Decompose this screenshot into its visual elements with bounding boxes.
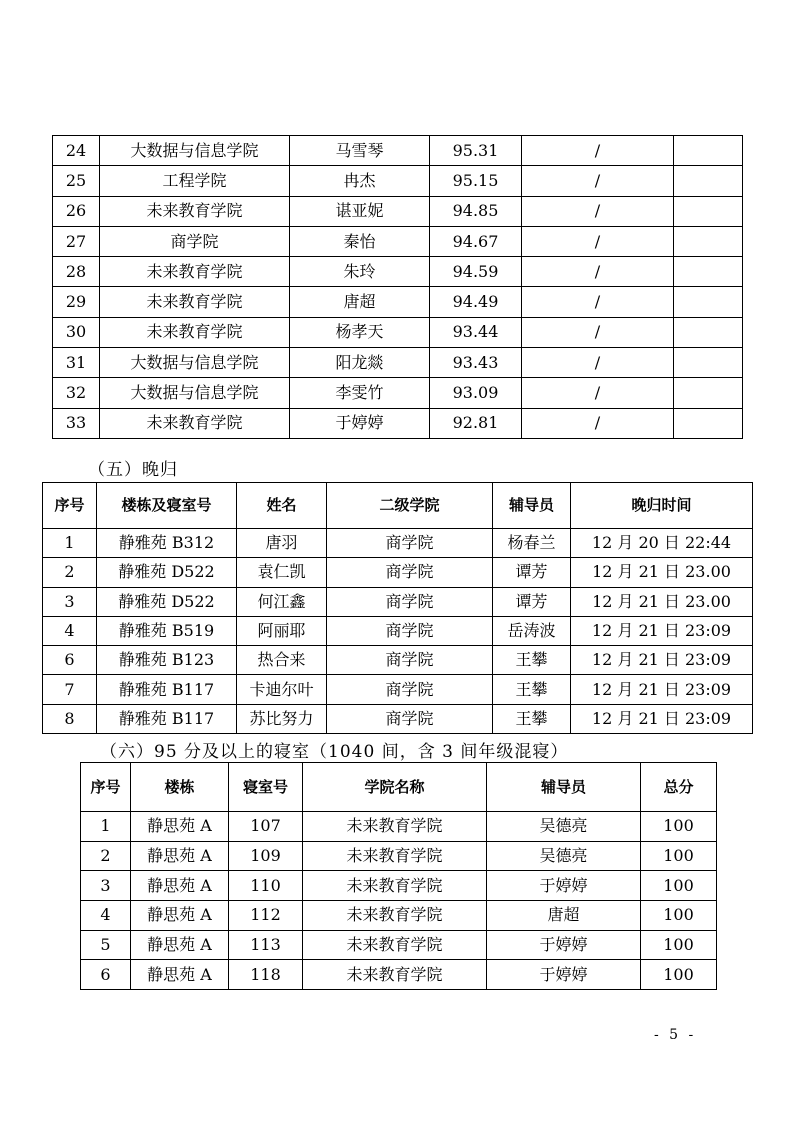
header-counselor: 辅导员: [487, 763, 641, 812]
table-row: [81, 841, 717, 871]
cell-name: 苏比努力: [237, 704, 327, 733]
cell-counselor: 于婷婷: [487, 871, 641, 901]
cell-no: 25: [53, 166, 100, 196]
cell-college: 未来教育学院: [303, 812, 487, 842]
cell-no: 6: [43, 646, 97, 675]
table-row: [53, 378, 743, 408]
cell-name: 唐羽: [237, 529, 327, 558]
cell-college: 商学院: [327, 529, 493, 558]
cell-no: 5: [81, 930, 131, 960]
cell-room: 110: [229, 871, 303, 901]
cell-room: 静雅苑 D522: [97, 587, 237, 616]
cell-name: 热合来: [237, 646, 327, 675]
cell-extra: [674, 287, 743, 317]
cell-room: 静雅苑 B117: [97, 675, 237, 704]
table-row: [53, 257, 743, 287]
table-row: [43, 558, 753, 587]
table-row: [53, 348, 743, 378]
cell-score: 95.15: [430, 166, 522, 196]
cell-no: 33: [53, 408, 100, 438]
cell-extra: [674, 408, 743, 438]
header-college: 二级学院: [327, 483, 493, 529]
header-row: [81, 763, 717, 812]
table-row: [81, 960, 717, 990]
table-row: [53, 317, 743, 347]
continued-ranking-body: [53, 136, 743, 439]
header-no: 序号: [43, 483, 97, 529]
cell-no: 8: [43, 704, 97, 733]
cell-score: 93.44: [430, 317, 522, 347]
cell-extra: [674, 317, 743, 347]
cell-name: 阿丽耶: [237, 616, 327, 645]
cell-score: 93.43: [430, 348, 522, 378]
cell-time: 12 月 21 日 23:09: [571, 704, 753, 733]
cell-college: 未来教育学院: [303, 841, 487, 871]
cell-name: 卡迪尔叶: [237, 675, 327, 704]
cell-extra: [674, 257, 743, 287]
cell-mark: /: [522, 408, 674, 438]
cell-counselor: 王攀: [493, 704, 571, 733]
cell-room: 112: [229, 901, 303, 931]
page-number: - 5 -: [654, 1027, 697, 1043]
header-time: 晚归时间: [571, 483, 753, 529]
cell-score: 93.09: [430, 378, 522, 408]
section-heading-late-return: （五）晚归: [88, 460, 178, 480]
cell-college: 未来教育学院: [303, 901, 487, 931]
late-return-header: [43, 483, 753, 529]
cell-no: 4: [43, 616, 97, 645]
cell-college: 未来教育学院: [100, 196, 290, 226]
cell-name: 谌亚妮: [290, 196, 430, 226]
cell-building: 静思苑 A: [131, 841, 229, 871]
continued-ranking-table: [52, 135, 743, 439]
cell-no: 6: [81, 960, 131, 990]
cell-building: 静思苑 A: [131, 901, 229, 931]
cell-college: 大数据与信息学院: [100, 348, 290, 378]
cell-college: 工程学院: [100, 166, 290, 196]
cell-room: 静雅苑 B312: [97, 529, 237, 558]
cell-mark: /: [522, 226, 674, 256]
top-dorms-table: [80, 762, 717, 990]
cell-building: 静思苑 A: [131, 960, 229, 990]
header-name: 姓名: [237, 483, 327, 529]
cell-name: 秦怡: [290, 226, 430, 256]
cell-no: 3: [43, 587, 97, 616]
cell-mark: /: [522, 287, 674, 317]
cell-time: 12 月 21 日 23:09: [571, 646, 753, 675]
cell-college: 商学院: [327, 675, 493, 704]
table-row: [53, 226, 743, 256]
cell-counselor: 唐超: [487, 901, 641, 931]
cell-counselor: 于婷婷: [487, 960, 641, 990]
cell-college: 大数据与信息学院: [100, 136, 290, 166]
cell-time: 12 月 21 日 23.00: [571, 587, 753, 616]
cell-time: 12 月 21 日 23:09: [571, 616, 753, 645]
cell-counselor: 杨春兰: [493, 529, 571, 558]
cell-no: 1: [81, 812, 131, 842]
header-no: 序号: [81, 763, 131, 812]
late-return-table: [42, 482, 753, 734]
table-row: [81, 901, 717, 931]
cell-name: 冉杰: [290, 166, 430, 196]
cell-score: 100: [641, 901, 717, 931]
header-row: [43, 483, 753, 529]
cell-extra: [674, 348, 743, 378]
cell-name: 杨孝天: [290, 317, 430, 347]
header-college: 学院名称: [303, 763, 487, 812]
cell-counselor: 谭芳: [493, 558, 571, 587]
cell-room: 107: [229, 812, 303, 842]
cell-name: 阳龙燚: [290, 348, 430, 378]
cell-counselor: 于婷婷: [487, 930, 641, 960]
table-row: [53, 166, 743, 196]
top-dorms-header: [81, 763, 717, 812]
cell-no: 28: [53, 257, 100, 287]
cell-mark: /: [522, 317, 674, 347]
table-row: [53, 408, 743, 438]
cell-counselor: 王攀: [493, 675, 571, 704]
cell-score: 100: [641, 930, 717, 960]
cell-name: 于婷婷: [290, 408, 430, 438]
cell-counselor: 谭芳: [493, 587, 571, 616]
cell-score: 94.49: [430, 287, 522, 317]
table-row: [43, 616, 753, 645]
cell-college: 商学院: [327, 616, 493, 645]
cell-mark: /: [522, 196, 674, 226]
cell-extra: [674, 196, 743, 226]
cell-mark: /: [522, 166, 674, 196]
cell-score: 95.31: [430, 136, 522, 166]
cell-score: 100: [641, 812, 717, 842]
cell-mark: /: [522, 348, 674, 378]
cell-no: 1: [43, 529, 97, 558]
cell-no: 4: [81, 901, 131, 931]
cell-no: 30: [53, 317, 100, 347]
cell-mark: /: [522, 136, 674, 166]
cell-college: 未来教育学院: [303, 930, 487, 960]
cell-name: 唐超: [290, 287, 430, 317]
cell-college: 商学院: [327, 704, 493, 733]
header-building: 楼栋: [131, 763, 229, 812]
cell-time: 12 月 20 日 22:44: [571, 529, 753, 558]
cell-no: 27: [53, 226, 100, 256]
cell-college: 未来教育学院: [100, 408, 290, 438]
cell-extra: [674, 226, 743, 256]
cell-room: 113: [229, 930, 303, 960]
cell-score: 92.81: [430, 408, 522, 438]
cell-score: 100: [641, 960, 717, 990]
section-heading-top-dorms: （六）95 分及以上的寝室（1040 间，含 3 间年级混寝）: [100, 742, 569, 762]
table-row: [43, 587, 753, 616]
cell-counselor: 岳涛波: [493, 616, 571, 645]
header-score: 总分: [641, 763, 717, 812]
table-row: [43, 646, 753, 675]
table-row: [53, 287, 743, 317]
cell-building: 静思苑 A: [131, 871, 229, 901]
cell-college: 商学院: [100, 226, 290, 256]
cell-counselor: 王攀: [493, 646, 571, 675]
cell-no: 3: [81, 871, 131, 901]
cell-name: 李雯竹: [290, 378, 430, 408]
cell-no: 2: [81, 841, 131, 871]
cell-room: 118: [229, 960, 303, 990]
cell-no: 31: [53, 348, 100, 378]
cell-extra: [674, 378, 743, 408]
table-row: [53, 136, 743, 166]
cell-college: 未来教育学院: [100, 257, 290, 287]
cell-time: 12 月 21 日 23:09: [571, 675, 753, 704]
cell-no: 2: [43, 558, 97, 587]
cell-score: 100: [641, 841, 717, 871]
cell-room: 109: [229, 841, 303, 871]
table-row: [43, 704, 753, 733]
cell-extra: [674, 136, 743, 166]
cell-college: 未来教育学院: [100, 317, 290, 347]
late-return-body: [43, 529, 753, 734]
cell-time: 12 月 21 日 23.00: [571, 558, 753, 587]
cell-no: 29: [53, 287, 100, 317]
cell-score: 94.85: [430, 196, 522, 226]
cell-room: 静雅苑 D522: [97, 558, 237, 587]
table-row: [81, 871, 717, 901]
cell-college: 商学院: [327, 587, 493, 616]
cell-no: 32: [53, 378, 100, 408]
table-row: [81, 930, 717, 960]
cell-building: 静思苑 A: [131, 930, 229, 960]
header-room: 楼栋及寝室号: [97, 483, 237, 529]
cell-no: 7: [43, 675, 97, 704]
cell-room: 静雅苑 B519: [97, 616, 237, 645]
cell-mark: /: [522, 378, 674, 408]
cell-name: 马雪琴: [290, 136, 430, 166]
cell-college: 大数据与信息学院: [100, 378, 290, 408]
cell-college: 未来教育学院: [303, 960, 487, 990]
cell-mark: /: [522, 257, 674, 287]
cell-extra: [674, 166, 743, 196]
cell-score: 100: [641, 871, 717, 901]
cell-no: 24: [53, 136, 100, 166]
cell-counselor: 吴德亮: [487, 841, 641, 871]
cell-name: 袁仁凯: [237, 558, 327, 587]
cell-room: 静雅苑 B123: [97, 646, 237, 675]
header-counselor: 辅导员: [493, 483, 571, 529]
top-dorms-body: [81, 812, 717, 990]
cell-room: 静雅苑 B117: [97, 704, 237, 733]
cell-no: 26: [53, 196, 100, 226]
cell-college: 未来教育学院: [100, 287, 290, 317]
header-room: 寝室号: [229, 763, 303, 812]
table-row: [53, 196, 743, 226]
cell-name: 何江鑫: [237, 587, 327, 616]
cell-name: 朱玲: [290, 257, 430, 287]
table-row: [81, 812, 717, 842]
cell-score: 94.67: [430, 226, 522, 256]
cell-building: 静思苑 A: [131, 812, 229, 842]
cell-college: 未来教育学院: [303, 871, 487, 901]
table-row: [43, 529, 753, 558]
cell-score: 94.59: [430, 257, 522, 287]
table-row: [43, 675, 753, 704]
cell-college: 商学院: [327, 558, 493, 587]
cell-counselor: 吴德亮: [487, 812, 641, 842]
cell-college: 商学院: [327, 646, 493, 675]
